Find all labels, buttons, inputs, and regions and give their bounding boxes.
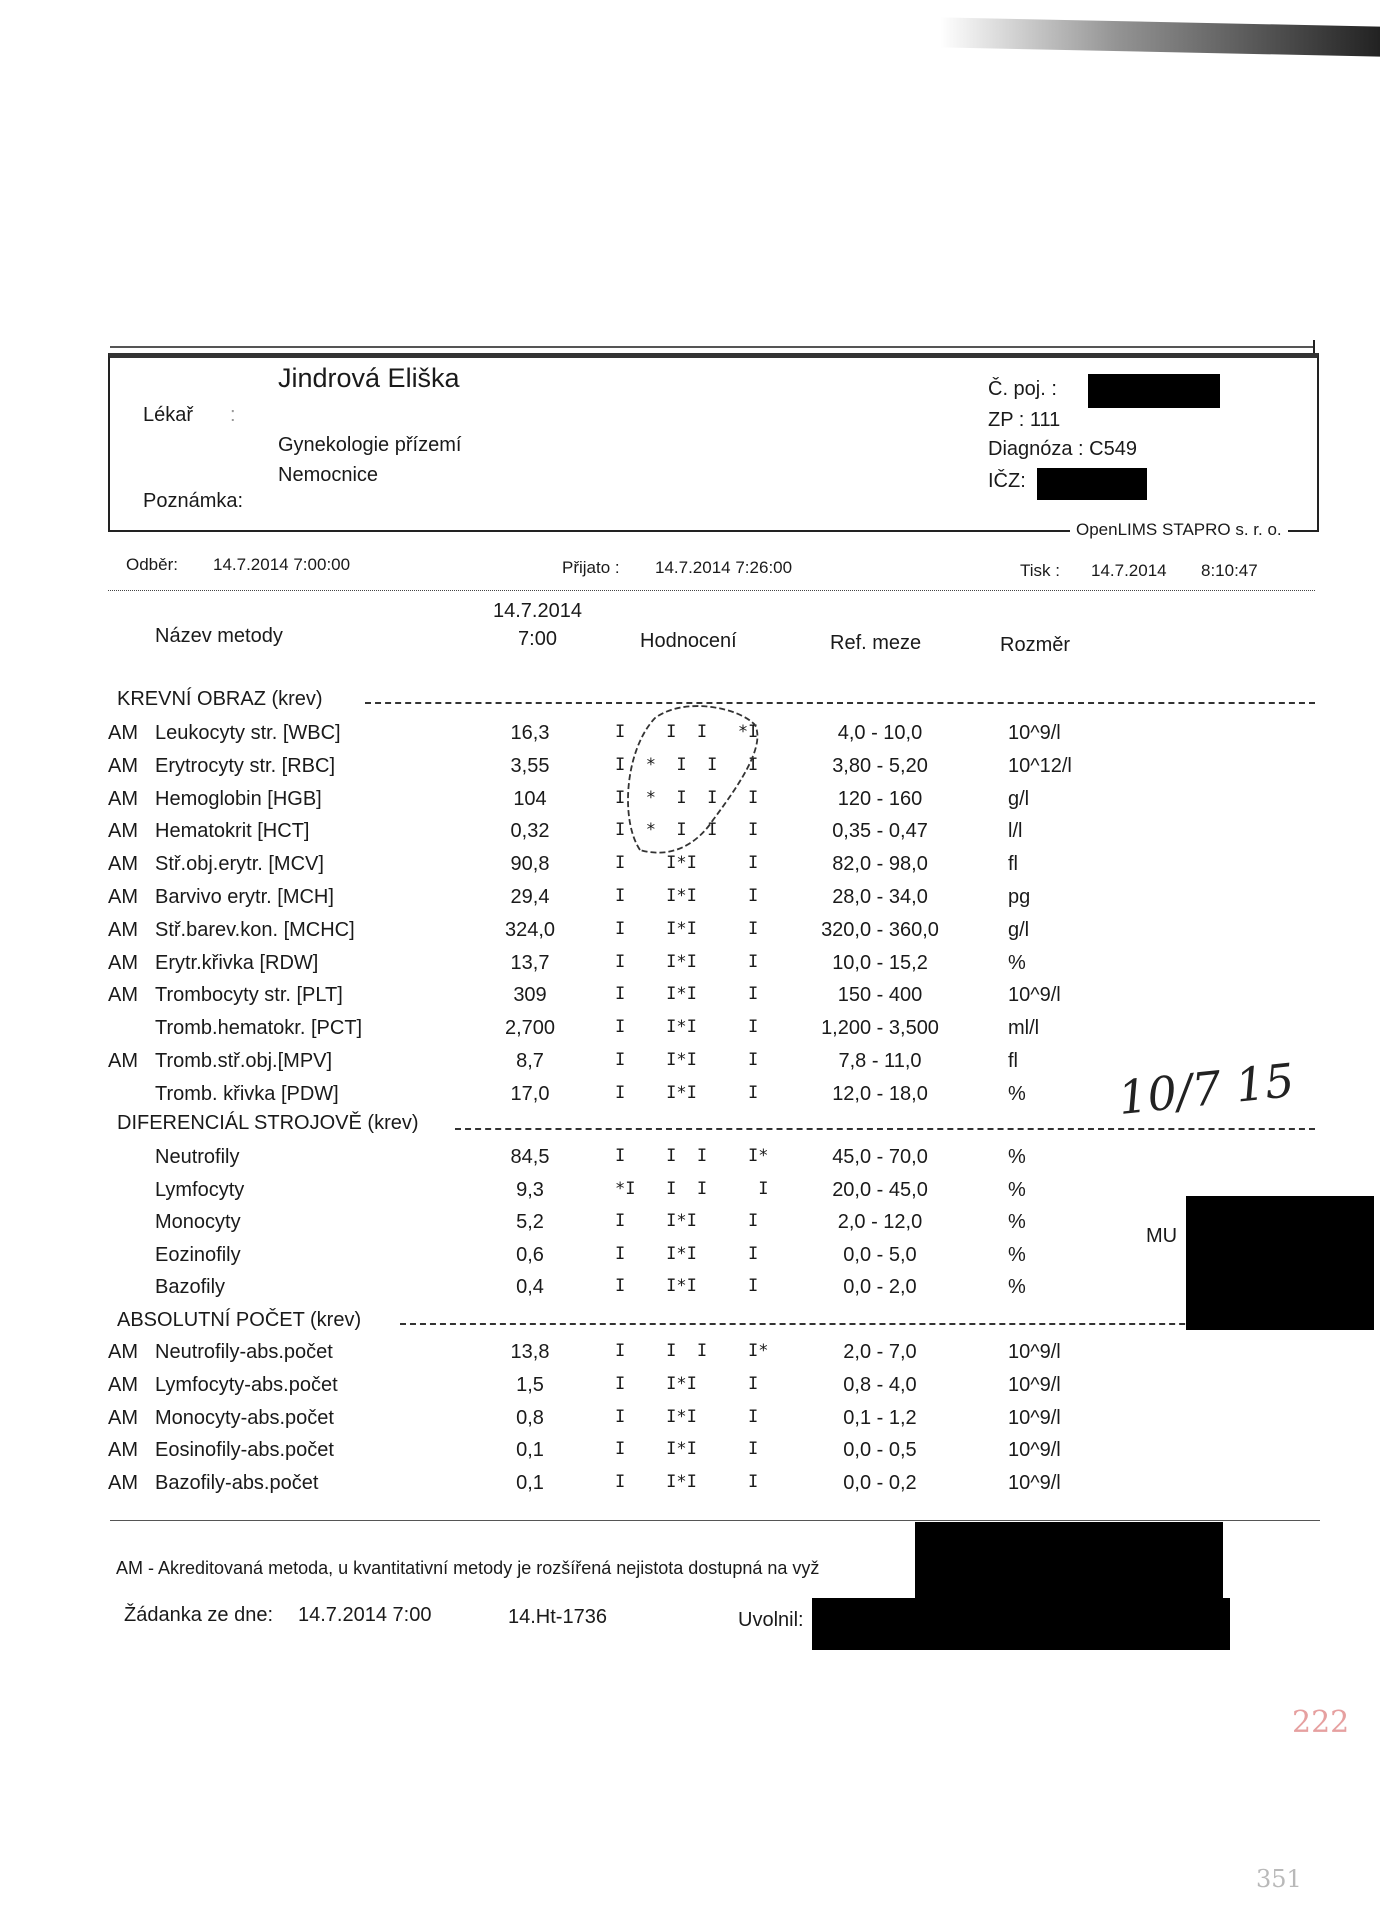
result-value: 2,700 [504, 1017, 556, 1040]
result-value: 324,0 [504, 918, 556, 941]
reference-range: 12,0 - 18,0 [832, 1082, 928, 1105]
evaluation-scale: I I*I I [615, 1082, 759, 1103]
result-value: 0,6 [516, 1243, 544, 1266]
column-evaluation: Hodnocení [640, 630, 737, 652]
reference-range: 2,0 - 12,0 [837, 1211, 923, 1234]
reference-range: 4,0 - 10,0 [837, 722, 923, 744]
accreditation-flag: AM [108, 918, 138, 941]
result-value: 0,1 [516, 1439, 544, 1462]
doctor-label: Lékař [143, 404, 194, 426]
result-value: 0,32 [510, 820, 550, 843]
print-time: 8:10:47 [1201, 561, 1258, 580]
method-name: Tromb.stř.obj.[MPV] [155, 1050, 333, 1072]
evaluation-scale: I I*I I [615, 1017, 759, 1038]
method-name: Lymfocyty [155, 1178, 245, 1201]
method-name: Eozinofily [155, 1243, 241, 1266]
unit: 10^9/l [1008, 1406, 1061, 1429]
reference-range: 20,0 - 45,0 [832, 1178, 928, 1201]
evaluation-scale: I I*I I [615, 1472, 759, 1493]
method-name: Erytrocyty str. [RBC] [155, 754, 336, 777]
request-label: Žádanka ze dne: [124, 1604, 273, 1626]
footer-rule [110, 1520, 1320, 1521]
method-name: Neutrofily-abs.počet [155, 1341, 333, 1363]
reference-range: 0,0 - 2,0 [843, 1276, 917, 1299]
reference-range: 45,0 - 70,0 [832, 1146, 928, 1168]
table-row [0, 886, 1396, 918]
evaluation-scale: I I*I I [615, 853, 759, 874]
accreditation-flag: AM [108, 886, 138, 908]
method-name: Tromb. křivka [PDW] [155, 1082, 339, 1105]
evaluation-scale: I I*I I [615, 1211, 759, 1232]
result-value: 0,8 [516, 1406, 544, 1429]
accreditation-flag: AM [108, 951, 138, 974]
released-by-label: Uvolnil: [738, 1609, 804, 1631]
scan-edge-shadow [940, 17, 1380, 56]
section-divider [455, 1128, 1315, 1130]
redaction-icz [1037, 468, 1147, 500]
unit: % [1008, 1178, 1026, 1201]
diagnosis: Diagnóza : C549 [988, 438, 1137, 460]
method-name: Tromb.hematokr. [PCT] [155, 1017, 363, 1040]
result-value: 5,2 [516, 1211, 544, 1234]
table-row [0, 984, 1396, 1016]
result-value: 17,0 [510, 1082, 550, 1105]
unit: 10^9/l [1008, 1373, 1061, 1396]
result-value: 84,5 [510, 1146, 550, 1168]
evaluation-scale: I I*I I [615, 1406, 759, 1427]
accreditation-flag: AM [108, 1373, 138, 1396]
evaluation-scale: I * I I I [615, 820, 759, 841]
result-value: 90,8 [510, 853, 550, 876]
table-row [0, 1146, 1396, 1178]
result-value: 309 [513, 984, 547, 1007]
table-row [0, 1374, 1396, 1406]
accreditation-flag: AM [108, 1050, 138, 1072]
collected-label: Odběr: [126, 555, 178, 574]
method-name: Leukocyty str. [WBC] [155, 722, 341, 744]
unit: % [1008, 951, 1026, 974]
accreditation-note: AM - Akreditovaná metoda, u kvantitativní metody je rozšířená nejistota dostupná na vyž [116, 1558, 820, 1578]
result-value: 13,7 [510, 951, 550, 974]
evaluation-scale: I I I I* [615, 1341, 769, 1361]
reference-range: 0,1 - 1,2 [843, 1406, 917, 1429]
hand-drawn-circle-mark [615, 700, 765, 860]
evaluation-scale: I * I I I [615, 787, 759, 808]
reference-range: 10,0 - 15,2 [832, 951, 928, 974]
received-datetime: 14.7.2014 7:26:00 [655, 558, 793, 577]
reference-range: 2,0 - 7,0 [843, 1341, 917, 1363]
evaluation-scale: I I*I I [615, 918, 759, 939]
patient-name: Jindrová Eliška [278, 363, 460, 393]
page-number-mark: 351 [1256, 1865, 1302, 1893]
section-divider [365, 702, 1315, 704]
unit: g/l [1008, 918, 1030, 941]
section-divider [400, 1323, 1315, 1325]
unit: ml/l [1008, 1017, 1040, 1040]
method-name: Trombocyty str. [PLT] [155, 984, 343, 1007]
reference-range: 28,0 - 34,0 [832, 886, 928, 908]
evaluation-scale: *I I I I [615, 1178, 769, 1199]
accreditation-flag: AM [108, 1406, 138, 1429]
section-title: KREVNÍ OBRAZ (krev) [117, 688, 323, 710]
method-name: Bazofily [155, 1276, 226, 1299]
table-row [0, 1472, 1396, 1504]
header-top-rule [110, 346, 1314, 348]
unit: % [1008, 1276, 1026, 1299]
reference-range: 82,0 - 98,0 [832, 853, 928, 876]
method-name: Eosinofily-abs.počet [155, 1439, 334, 1462]
hospital: Nemocnice [278, 464, 379, 486]
accreditation-flag: AM [108, 787, 138, 810]
method-name: Neutrofily [155, 1146, 240, 1168]
column-date: 14.7.2014 [493, 600, 582, 622]
result-value: 0,4 [516, 1276, 544, 1299]
section-title: ABSOLUTNÍ POČET (krev) [117, 1309, 362, 1331]
request-id: 14.Ht-1736 [508, 1606, 607, 1628]
section-title: DIFERENCIÁL STROJOVĚ (krev) [117, 1112, 419, 1134]
reference-range: 150 - 400 [837, 984, 923, 1007]
evaluation-scale: I I*I I [615, 1050, 759, 1070]
result-value: 104 [513, 787, 547, 810]
reference-range: 1,200 - 3,500 [821, 1017, 939, 1040]
column-unit: Rozměr [1000, 634, 1071, 656]
note-label: Poznámka: [143, 490, 244, 512]
redaction-signature [1186, 1196, 1374, 1330]
unit: % [1008, 1082, 1026, 1105]
icz-label: IČZ: [988, 470, 1026, 492]
accreditation-flag: AM [108, 984, 138, 1007]
evaluation-scale: I I*I I [615, 984, 759, 1005]
reference-range: 0,0 - 0,2 [843, 1472, 917, 1495]
result-value: 16,3 [510, 722, 550, 744]
evaluation-scale: I I*I I [615, 1439, 759, 1460]
handwritten-date-note: 10/7 15 [1115, 1052, 1297, 1126]
result-value: 1,5 [516, 1373, 544, 1396]
red-page-stamp: 222 [1292, 1705, 1350, 1740]
vendor-label: OpenLIMS STAPRO s. r. o. [1070, 520, 1288, 540]
column-ref-range: Ref. meze [830, 632, 922, 654]
received-label: Přijato : [562, 558, 620, 577]
evaluation-scale: I I*I I [615, 1276, 759, 1297]
print-label: Tisk : [1020, 561, 1060, 580]
method-name: Stř.barev.kon. [MCHC] [155, 918, 355, 941]
evaluation-scale: I I*I I [615, 886, 759, 906]
unit: 10^9/l [1008, 1439, 1061, 1462]
evaluation-scale: I I*I I [615, 1373, 759, 1394]
reference-range: 120 - 160 [837, 787, 923, 810]
method-name: Hemoglobin [HGB] [155, 787, 322, 810]
method-name: Monocyty-abs.počet [155, 1406, 334, 1429]
unit: fl [1008, 853, 1018, 876]
table-row [0, 1439, 1396, 1471]
meta-divider [108, 590, 1315, 591]
method-name: Hematokrit [HCT] [155, 820, 310, 843]
unit: 10^9/l [1008, 984, 1061, 1007]
accreditation-flag: AM [108, 1439, 138, 1462]
unit: 10^9/l [1008, 722, 1061, 744]
accreditation-flag: AM [108, 1341, 138, 1363]
table-row [0, 952, 1396, 984]
print-date: 14.7.2014 [1091, 561, 1167, 580]
unit: 10^9/l [1008, 1472, 1061, 1495]
unit: 10^9/l [1008, 1341, 1061, 1363]
reference-range: 0,35 - 0,47 [832, 820, 928, 843]
table-row [0, 919, 1396, 951]
reference-range: 3,80 - 5,20 [832, 754, 928, 777]
evaluation-scale: I I*I I [615, 951, 759, 972]
column-method: Název metody [155, 625, 283, 647]
department: Gynekologie přízemí [278, 434, 462, 456]
method-name: Stř.obj.erytr. [MCV] [155, 853, 324, 876]
evaluation-scale: I * I I I [615, 754, 759, 775]
evaluation-scale: I I I I* [615, 1146, 769, 1166]
side-signature-fragment: MU [1146, 1225, 1178, 1247]
table-row [0, 1017, 1396, 1049]
unit: % [1008, 1243, 1026, 1266]
method-name: Barvivo erytr. [MCH] [155, 886, 334, 908]
doctor-separator: : [230, 404, 236, 426]
accreditation-flag: AM [108, 722, 138, 744]
unit: % [1008, 1146, 1026, 1168]
result-value: 29,4 [510, 886, 550, 908]
unit: l/l [1008, 820, 1023, 843]
reference-range: 7,8 - 11,0 [838, 1050, 922, 1072]
evaluation-scale: I I I *I [615, 722, 759, 742]
collected-datetime: 14.7.2014 7:00:00 [213, 555, 351, 574]
table-row [0, 1407, 1396, 1439]
accreditation-flag: AM [108, 1472, 138, 1495]
insurance-company: ZP : 111 [988, 409, 1061, 431]
unit: pg [1008, 886, 1031, 908]
redaction-insurance-number [1088, 374, 1220, 408]
result-value: 9,3 [516, 1178, 544, 1201]
evaluation-scale: I I*I I [615, 1243, 759, 1264]
result-value: 3,55 [510, 754, 550, 777]
unit: 10^12/l [1008, 754, 1072, 777]
result-value: 0,1 [516, 1472, 544, 1495]
column-time: 7:00 [518, 628, 557, 650]
method-name: Erytr.křivka [RDW] [155, 951, 319, 974]
table-row [0, 1341, 1396, 1373]
reference-range: 0,0 - 5,0 [843, 1243, 917, 1266]
accreditation-flag: AM [108, 754, 138, 777]
result-value: 8,7 [516, 1050, 544, 1072]
method-name: Bazofily-abs.počet [155, 1472, 319, 1495]
accreditation-flag: AM [108, 853, 138, 876]
unit: % [1008, 1211, 1026, 1234]
request-date: 14.7.2014 7:00 [298, 1604, 432, 1626]
reference-range: 320,0 - 360,0 [821, 918, 939, 941]
method-name: Monocyty [155, 1211, 241, 1234]
unit: fl [1008, 1050, 1018, 1072]
reference-range: 0,8 - 4,0 [843, 1373, 917, 1396]
reference-range: 0,0 - 0,5 [843, 1439, 917, 1462]
method-name: Lymfocyty-abs.počet [155, 1373, 338, 1396]
result-value: 13,8 [510, 1341, 550, 1363]
insurance-number-label: Č. poj. : [988, 378, 1057, 400]
redaction-released-by [812, 1598, 1230, 1650]
accreditation-flag: AM [108, 820, 138, 843]
unit: g/l [1008, 787, 1030, 810]
